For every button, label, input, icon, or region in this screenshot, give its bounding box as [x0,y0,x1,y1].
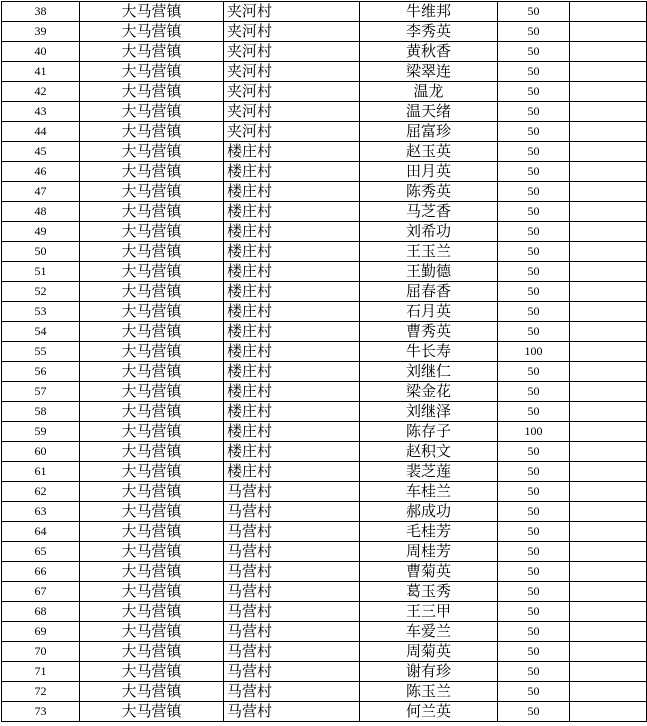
amount-cell[interactable]: 50 [498,462,570,482]
row-number-cell[interactable]: 58 [2,402,80,422]
table-row [2,422,647,442]
table-row [2,442,647,462]
village-cell[interactable]: 楼庄村 [224,402,360,422]
empty-cell[interactable] [570,462,647,482]
town-cell[interactable]: 大马营镇 [80,422,224,442]
village-cell[interactable]: 楼庄村 [224,182,360,202]
name-cell[interactable]: 曹菊英 [360,562,498,582]
table-row [2,82,647,102]
village-cell[interactable]: 夹河村 [224,22,360,42]
village-cell[interactable]: 楼庄村 [224,202,360,222]
empty-cell[interactable] [570,162,647,182]
row-number-cell[interactable]: 54 [2,322,80,342]
table-row [2,2,647,22]
amount-cell[interactable]: 50 [498,62,570,82]
village-cell[interactable]: 楼庄村 [224,262,360,282]
table-row [2,462,647,482]
empty-cell[interactable] [570,702,647,722]
row-number-cell[interactable]: 69 [2,622,80,642]
empty-cell[interactable] [570,562,647,582]
row-number-cell[interactable]: 70 [2,642,80,662]
village-cell[interactable]: 楼庄村 [224,462,360,482]
amount-cell[interactable]: 50 [498,402,570,422]
town-cell[interactable]: 大马营镇 [80,502,224,522]
row-number-cell[interactable]: 39 [2,22,80,42]
village-cell[interactable]: 马营村 [224,702,360,722]
table-row [2,42,647,62]
table-row [2,202,647,222]
village-cell[interactable]: 马营村 [224,542,360,562]
empty-cell[interactable] [570,102,647,122]
empty-cell[interactable] [570,662,647,682]
name-cell[interactable]: 温天绪 [360,102,498,122]
amount-cell[interactable]: 50 [498,682,570,702]
empty-cell[interactable] [570,682,647,702]
amount-cell[interactable]: 50 [498,322,570,342]
village-cell[interactable]: 马营村 [224,682,360,702]
name-cell[interactable]: 车爱兰 [360,622,498,642]
empty-cell[interactable] [570,542,647,562]
name-cell[interactable]: 陈存子 [360,422,498,442]
name-cell[interactable]: 石月英 [360,302,498,322]
table-row [2,702,647,722]
town-cell[interactable]: 大马营镇 [80,82,224,102]
town-cell[interactable]: 大马营镇 [80,182,224,202]
name-cell[interactable]: 牛长寿 [360,342,498,362]
name-cell[interactable]: 曹秀英 [360,322,498,342]
row-number-cell[interactable]: 67 [2,582,80,602]
amount-cell[interactable]: 50 [498,262,570,282]
row-number-cell[interactable]: 50 [2,242,80,262]
empty-cell[interactable] [570,422,647,442]
name-cell[interactable]: 梁金花 [360,382,498,402]
table-row [2,242,647,262]
amount-cell[interactable]: 50 [498,662,570,682]
table-row [2,62,647,82]
table-row [2,502,647,522]
name-cell[interactable]: 田月英 [360,162,498,182]
amount-cell[interactable]: 50 [498,242,570,262]
name-cell[interactable]: 赵玉英 [360,142,498,162]
row-number-cell[interactable]: 42 [2,82,80,102]
amount-cell[interactable]: 50 [498,382,570,402]
village-cell[interactable]: 马营村 [224,482,360,502]
table-row [2,482,647,502]
name-cell[interactable]: 屈春香 [360,282,498,302]
village-cell[interactable]: 马营村 [224,602,360,622]
table-row [2,302,647,322]
table-row [2,662,647,682]
row-number-cell[interactable]: 72 [2,682,80,702]
row-number-cell[interactable]: 40 [2,42,80,62]
name-cell[interactable]: 马芝香 [360,202,498,222]
amount-cell[interactable]: 50 [498,82,570,102]
town-cell[interactable]: 大马营镇 [80,282,224,302]
name-cell[interactable]: 王玉兰 [360,242,498,262]
amount-cell[interactable]: 50 [498,702,570,722]
empty-cell[interactable] [570,382,647,402]
row-number-cell[interactable]: 55 [2,342,80,362]
town-cell[interactable]: 大马营镇 [80,322,224,342]
village-cell[interactable]: 马营村 [224,502,360,522]
amount-cell[interactable]: 50 [498,582,570,602]
town-cell[interactable]: 大马营镇 [80,22,224,42]
table-row [2,22,647,42]
table-row [2,222,647,242]
town-cell[interactable]: 大马营镇 [80,402,224,422]
empty-cell[interactable] [570,262,647,282]
amount-cell[interactable]: 50 [498,282,570,302]
village-cell[interactable]: 夹河村 [224,62,360,82]
town-cell[interactable]: 大马营镇 [80,522,224,542]
name-cell[interactable]: 屈富珍 [360,122,498,142]
empty-cell[interactable] [570,22,647,42]
town-cell[interactable]: 大马营镇 [80,382,224,402]
empty-cell[interactable] [570,642,647,662]
name-cell[interactable]: 郝成功 [360,502,498,522]
town-cell[interactable]: 大马营镇 [80,142,224,162]
name-cell[interactable]: 黄秋香 [360,42,498,62]
row-number-cell[interactable]: 52 [2,282,80,302]
row-number-cell[interactable]: 57 [2,382,80,402]
table-body [2,2,647,722]
empty-cell[interactable] [570,522,647,542]
village-cell[interactable]: 马营村 [224,642,360,662]
town-cell[interactable]: 大马营镇 [80,562,224,582]
data-table [1,1,647,722]
village-cell[interactable]: 楼庄村 [224,362,360,382]
name-cell[interactable]: 裴芝莲 [360,462,498,482]
name-cell[interactable]: 李秀英 [360,22,498,42]
row-number-cell[interactable]: 48 [2,202,80,222]
village-cell[interactable]: 夹河村 [224,102,360,122]
row-number-cell[interactable]: 66 [2,562,80,582]
amount-cell[interactable]: 50 [498,642,570,662]
village-cell[interactable]: 夹河村 [224,2,360,22]
name-cell[interactable]: 周桂芳 [360,542,498,562]
table-row [2,282,647,302]
village-cell[interactable]: 楼庄村 [224,322,360,342]
town-cell[interactable]: 大马营镇 [80,62,224,82]
amount-cell[interactable]: 100 [498,342,570,362]
empty-cell[interactable] [570,582,647,602]
name-cell[interactable]: 周菊英 [360,642,498,662]
town-cell[interactable]: 大马营镇 [80,42,224,62]
row-number-cell[interactable]: 44 [2,122,80,142]
row-number-cell[interactable]: 38 [2,2,80,22]
amount-cell[interactable]: 50 [498,202,570,222]
empty-cell[interactable] [570,362,647,382]
row-number-cell[interactable]: 45 [2,142,80,162]
table-row [2,162,647,182]
name-cell[interactable]: 王勤德 [360,262,498,282]
amount-cell[interactable]: 50 [498,122,570,142]
village-cell[interactable]: 马营村 [224,522,360,542]
table-row [2,262,647,282]
amount-cell[interactable]: 100 [498,422,570,442]
table-row [2,322,647,342]
amount-cell[interactable]: 50 [498,362,570,382]
row-number-cell[interactable]: 53 [2,302,80,322]
table-row [2,382,647,402]
row-number-cell[interactable]: 64 [2,522,80,542]
amount-cell[interactable]: 50 [498,162,570,182]
town-cell[interactable]: 大马营镇 [80,222,224,242]
town-cell[interactable]: 大马营镇 [80,582,224,602]
town-cell[interactable]: 大马营镇 [80,602,224,622]
town-cell[interactable]: 大马营镇 [80,542,224,562]
table-row [2,582,647,602]
table-row [2,362,647,382]
empty-cell[interactable] [570,602,647,622]
empty-cell[interactable] [570,282,647,302]
village-cell[interactable]: 夹河村 [224,82,360,102]
row-number-cell[interactable]: 41 [2,62,80,82]
name-cell[interactable]: 梁翠连 [360,62,498,82]
name-cell[interactable]: 温龙 [360,82,498,102]
village-cell[interactable]: 马营村 [224,662,360,682]
table-row [2,622,647,642]
town-cell[interactable]: 大马营镇 [80,482,224,502]
empty-cell[interactable] [570,242,647,262]
amount-cell[interactable]: 50 [498,42,570,62]
town-cell[interactable]: 大马营镇 [80,2,224,22]
town-cell[interactable]: 大马营镇 [80,102,224,122]
town-cell[interactable]: 大马营镇 [80,642,224,662]
amount-cell[interactable]: 50 [498,502,570,522]
table-row [2,682,647,702]
table-row [2,182,647,202]
name-cell[interactable]: 牛维邦 [360,2,498,22]
empty-cell[interactable] [570,182,647,202]
table-row [2,342,647,362]
table-row [2,402,647,422]
row-number-cell[interactable]: 65 [2,542,80,562]
amount-cell[interactable]: 50 [498,602,570,622]
empty-cell[interactable] [570,2,647,22]
village-cell[interactable]: 楼庄村 [224,302,360,322]
empty-cell[interactable] [570,342,647,362]
table-row [2,122,647,142]
name-cell[interactable]: 刘继仁 [360,362,498,382]
name-cell[interactable]: 刘继泽 [360,402,498,422]
table-row [2,602,647,622]
town-cell[interactable]: 大马营镇 [80,202,224,222]
village-cell[interactable]: 楼庄村 [224,442,360,462]
row-number-cell[interactable]: 56 [2,362,80,382]
village-cell[interactable]: 马营村 [224,582,360,602]
amount-cell[interactable]: 50 [498,102,570,122]
town-cell[interactable]: 大马营镇 [80,342,224,362]
empty-cell[interactable] [570,502,647,522]
row-number-cell[interactable]: 49 [2,222,80,242]
row-number-cell[interactable]: 60 [2,442,80,462]
amount-cell[interactable]: 50 [498,2,570,22]
amount-cell[interactable]: 50 [498,542,570,562]
amount-cell[interactable]: 50 [498,302,570,322]
row-number-cell[interactable]: 46 [2,162,80,182]
empty-cell[interactable] [570,622,647,642]
village-cell[interactable]: 楼庄村 [224,422,360,442]
village-cell[interactable]: 夹河村 [224,122,360,142]
row-number-cell[interactable]: 47 [2,182,80,202]
row-number-cell[interactable]: 43 [2,102,80,122]
name-cell[interactable]: 陈玉兰 [360,682,498,702]
empty-cell[interactable] [570,202,647,222]
village-cell[interactable]: 马营村 [224,562,360,582]
name-cell[interactable]: 葛玉秀 [360,582,498,602]
row-number-cell[interactable]: 62 [2,482,80,502]
name-cell[interactable]: 何兰英 [360,702,498,722]
town-cell[interactable]: 大马营镇 [80,662,224,682]
town-cell[interactable]: 大马营镇 [80,362,224,382]
table-row [2,102,647,122]
name-cell[interactable]: 刘希功 [360,222,498,242]
amount-cell[interactable]: 50 [498,622,570,642]
amount-cell[interactable]: 50 [498,142,570,162]
amount-cell[interactable]: 50 [498,562,570,582]
row-number-cell[interactable]: 71 [2,662,80,682]
amount-cell[interactable]: 50 [498,482,570,502]
empty-cell[interactable] [570,302,647,322]
village-cell[interactable]: 楼庄村 [224,222,360,242]
village-cell[interactable]: 楼庄村 [224,282,360,302]
amount-cell[interactable]: 50 [498,22,570,42]
empty-cell[interactable] [570,482,647,502]
row-number-cell[interactable]: 51 [2,262,80,282]
town-cell[interactable]: 大马营镇 [80,262,224,282]
empty-cell[interactable] [570,42,647,62]
village-cell[interactable]: 楼庄村 [224,162,360,182]
village-cell[interactable]: 楼庄村 [224,342,360,362]
village-cell[interactable]: 夹河村 [224,42,360,62]
table-row [2,642,647,662]
empty-cell[interactable] [570,142,647,162]
village-cell[interactable]: 楼庄村 [224,242,360,262]
empty-cell[interactable] [570,122,647,142]
amount-cell[interactable]: 50 [498,442,570,462]
row-number-cell[interactable]: 68 [2,602,80,622]
name-cell[interactable]: 陈秀英 [360,182,498,202]
town-cell[interactable]: 大马营镇 [80,682,224,702]
table-row [2,142,647,162]
town-cell[interactable]: 大马营镇 [80,302,224,322]
row-number-cell[interactable]: 61 [2,462,80,482]
row-number-cell[interactable]: 73 [2,702,80,722]
amount-cell[interactable]: 50 [498,522,570,542]
name-cell[interactable]: 毛桂芳 [360,522,498,542]
name-cell[interactable]: 王三甲 [360,602,498,622]
village-cell[interactable]: 马营村 [224,622,360,642]
town-cell[interactable]: 大马营镇 [80,242,224,262]
row-number-cell[interactable]: 59 [2,422,80,442]
empty-cell[interactable] [570,402,647,422]
name-cell[interactable]: 车桂兰 [360,482,498,502]
town-cell[interactable]: 大马营镇 [80,442,224,462]
name-cell[interactable]: 谢有珍 [360,662,498,682]
empty-cell[interactable] [570,82,647,102]
table-row [2,542,647,562]
amount-cell[interactable]: 50 [498,222,570,242]
town-cell[interactable]: 大马营镇 [80,162,224,182]
empty-cell[interactable] [570,62,647,82]
town-cell[interactable]: 大马营镇 [80,122,224,142]
name-cell[interactable]: 赵积文 [360,442,498,462]
row-number-cell[interactable]: 63 [2,502,80,522]
village-cell[interactable]: 楼庄村 [224,382,360,402]
empty-cell[interactable] [570,222,647,242]
amount-cell[interactable]: 50 [498,182,570,202]
village-cell[interactable]: 楼庄村 [224,142,360,162]
table-row [2,522,647,542]
empty-cell[interactable] [570,322,647,342]
town-cell[interactable]: 大马营镇 [80,622,224,642]
town-cell[interactable]: 大马营镇 [80,702,224,722]
empty-cell[interactable] [570,442,647,462]
town-cell[interactable]: 大马营镇 [80,462,224,482]
table-row [2,562,647,582]
